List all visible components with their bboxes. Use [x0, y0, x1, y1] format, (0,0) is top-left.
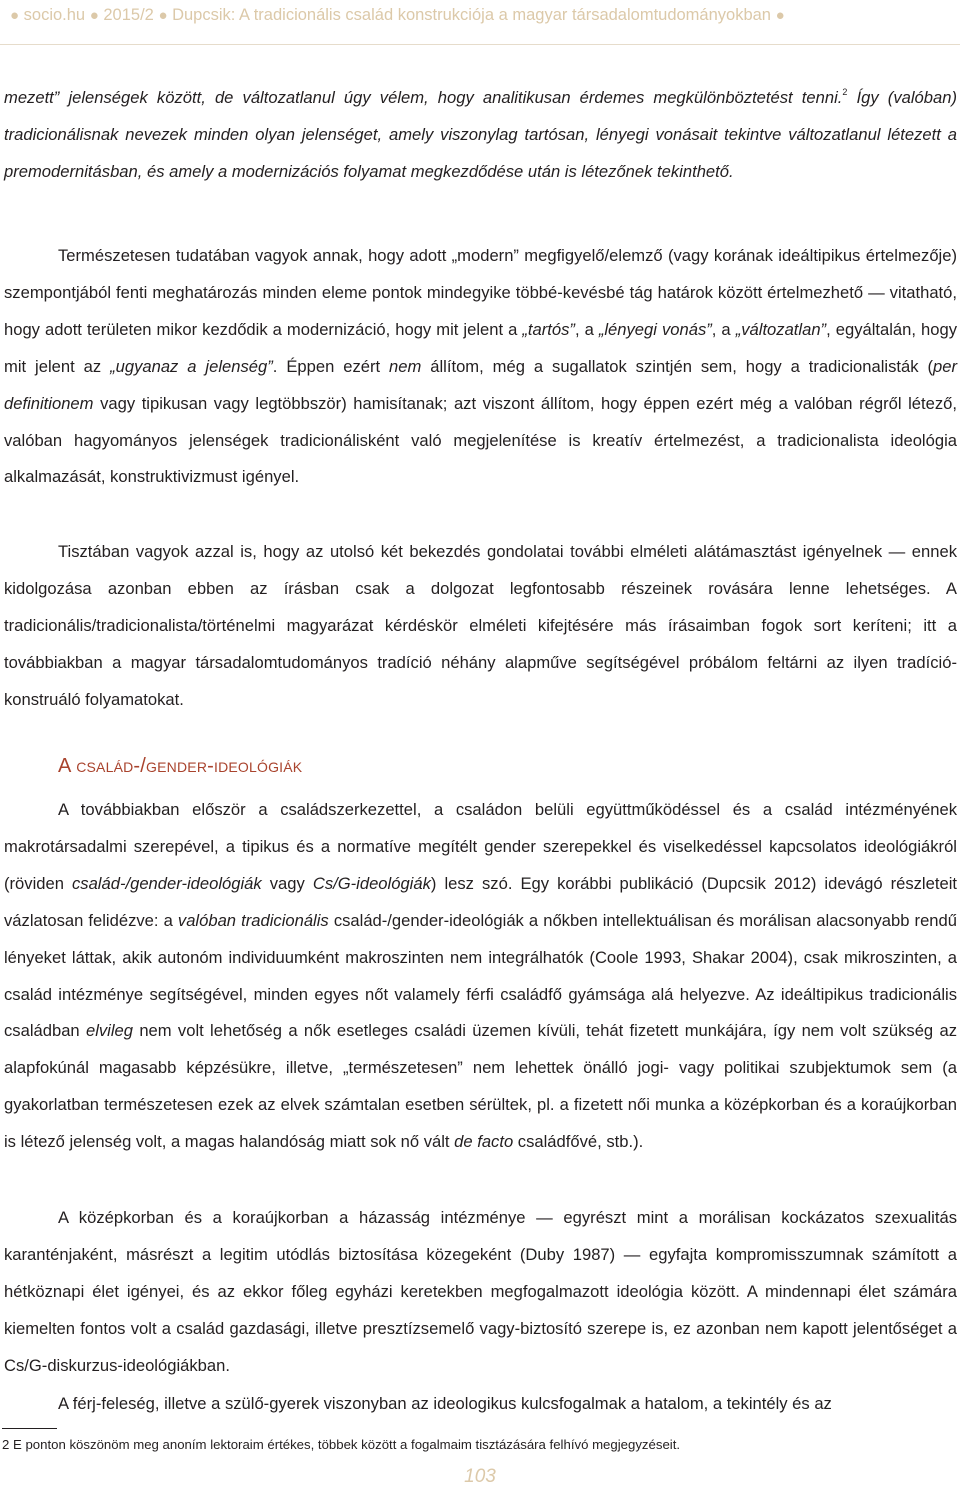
p2-italic: „ugyanaz a jelenség” [110, 356, 273, 376]
p4-text: család-/gender-ideológiák a nőkben intellektuálisan és morálisan alacsonyabb rendű lényeket láttak, akik autonóm individuumként makroszinten nem integrálhatók (Coole 1993, Shakar 2004), csak mikroszinten, a család intézménye segítségével, minden egyes nőt valamely férfi családfő gyámsága alá helyezve. Az ideáltipikus tradicionális családban [4, 910, 957, 1041]
p2-italic: „tartós” [522, 319, 575, 339]
p2-italic: per definitionem [4, 356, 957, 413]
paragraph-5-text: A középkorban és a koraújkorban a házasság intézménye — egyrészt mint a morálisan kockázatos szexualitás karanténjaként, másrészt a legitim utódlás biztosítása közegeként (Duby 1987) — egyfajta kompromisszumnak számított a hétköznapi élet igényei, és az ekkor főleg egyházi keretekben megfogalmazott ideológia között. A mindennapi élet számára kiemelten fontos volt a család gazdasági, illetve presztízsemelő vagy-biztosító szerepe is, ez azonban nem kapott jelentőséget a Cs/G-diskurzus-ideológiákban. [4, 1208, 957, 1375]
bullet-icon: ● [158, 7, 168, 24]
p2-text: , a [574, 319, 599, 339]
p2-text: , a [711, 319, 736, 339]
header-issue: 2015/2 [103, 6, 154, 24]
p4-text: ) lesz szó. Egy korábbi publikáció (Dupcsik 2012) idevágó részleteit vázlatosan felidézve: a [4, 873, 957, 930]
paragraph-1 [4, 80, 957, 191]
p4-italic: elvileg [85, 1021, 134, 1041]
p2-italic: „változatlan” [735, 319, 827, 339]
p4-text: A továbbiakban először a családszerkezettel, a családon belüli együttműködéssel és a család intézményének makrotársadalmi szerepével, a tipikus és a normatíve megítélt gender szerepekkel és viselkedéssel kapcsolatos ideológiákról (röviden [4, 800, 957, 893]
bullet-icon: ● [89, 7, 99, 24]
p4-text: családfővé, stb.). [513, 1132, 644, 1152]
p4-text: vagy [261, 873, 313, 893]
p4-italic: valóban tradicionális [177, 910, 329, 930]
p2-text: Természetesen tudatában vagyok annak, hogy adott „modern” megfigyelő/elemző (vagy korának ideáltipikus értelmezője) szempontjából fenti meghatározás minden eleme pontok mindegyike többé-kevésbé tág határok között értelmezhető — vitatható, hogy adott területen mikor kezdődik a modernizáció, hogy mit jelent a [4, 246, 957, 339]
p2-text: állítom, még a sugallatok szintjén sem, hogy a tradicionalisták ( [421, 356, 934, 376]
bullet-icon: ● [775, 7, 785, 24]
p4-text: nem volt lehetőség a nők esetleges családi üzemen kívüli, tehát fizetett munkájára, így nem volt szükség az alapfokúnál magasabb képzésükre, illetve, „természetesen” nem lehettek önálló jogi- vagy politikai szubjektumok sem (a gyakorlatban természetesen ezek az elvek számtalan esetben sérültek, pl. a fizetett női munka a középkorban és a koraújkorban is létező jelenség volt, a magas halandóság miatt sok nő vált [4, 1021, 957, 1152]
header-article-title: Dupcsik: A tradicionális család konstrukciója a magyar társadalomtudományokban [172, 6, 771, 24]
paragraph-1-text-b: Így (valóban) tradicionálisnak nevezek minden olyan jelenséget, amely viszonylag tartósan, lényegi vonásait tekintve változatlanul létezett a premodernitásban, és amely a modernizációs folyamat megkezdődése után is létezőnek tekinthető. [4, 88, 957, 181]
p2-italic: „lényegi vonás” [598, 319, 712, 339]
p2-text: . Éppen ezért [272, 356, 390, 376]
header-site: socio.hu [23, 6, 86, 24]
section-heading: A család-/gender-ideológiák [58, 755, 303, 777]
running-header [10, 4, 955, 27]
paragraph-1-text-a: mezett” jelenségek között, de változatlanul úgy vélem, hogy analitikusan érdemes megkülönböztetést tenni. [4, 88, 843, 107]
bullet-icon: ● [10, 7, 20, 24]
paragraph-2 [4, 238, 957, 496]
footnote-ref[interactable]: 2 [842, 87, 848, 97]
footnote-2: 2 E ponton köszönöm meg anoním lektoraim értékes, többek között a fogalmaim tisztázására felhívó megjegyzéseit. [2, 1437, 681, 1452]
paragraph-4 [4, 792, 957, 1161]
header-divider [0, 44, 960, 45]
footnote-divider [2, 1428, 57, 1429]
paragraph-3-text: Tisztában vagyok azzal is, hogy az utolsó két bekezdés gondolatai további elméleti alátámasztást igényelnek — ennek kidolgozása azonban ebben az írásban csak a dolgozat legfontosabb részeinek rovására lenne lehetséges. A tradicionális/tradicionalista/történelmi magyarázat kérdéskör elméleti kifejtésére más írásaimban fogok sort keríteni; itt a továbbiakban a magyar társadalomtudományos tradíció néhány alapműve segítségével próbálom feltárni az ilyen tradíció-konstruáló folyamatokat. [4, 542, 957, 709]
page-number: 103 [464, 1466, 496, 1487]
p4-italic: család-/gender-ideológiák [71, 873, 262, 893]
p4-italic: Cs/G-ideológiák [312, 873, 431, 893]
paragraph-3 [4, 534, 957, 719]
p2-text: , egyáltalán, hogy mit jelent az [4, 319, 958, 376]
p2-italic: nem [389, 356, 422, 376]
p4-italic: de facto [454, 1132, 514, 1152]
paragraph-6-text: A férj-feleség, illetve a szülő-gyerek viszonyban az ideologikus kulcsfogalmak a hatalom, a tekintély és az [58, 1394, 832, 1413]
paragraph-5 [4, 1200, 957, 1385]
paragraph-6 [4, 1386, 957, 1423]
p2-text: vagy tipikusan vagy legtöbbször) hamisítanak; azt viszont állítom, hogy éppen ezért még a valóban régről létező, valóban hagyományos jelenségek tradicionálisként való megjelenítése is kreatív értelmezést, a tradicionalista ideológia alkalmazását, konstruktivizmust igényel. [4, 393, 957, 487]
